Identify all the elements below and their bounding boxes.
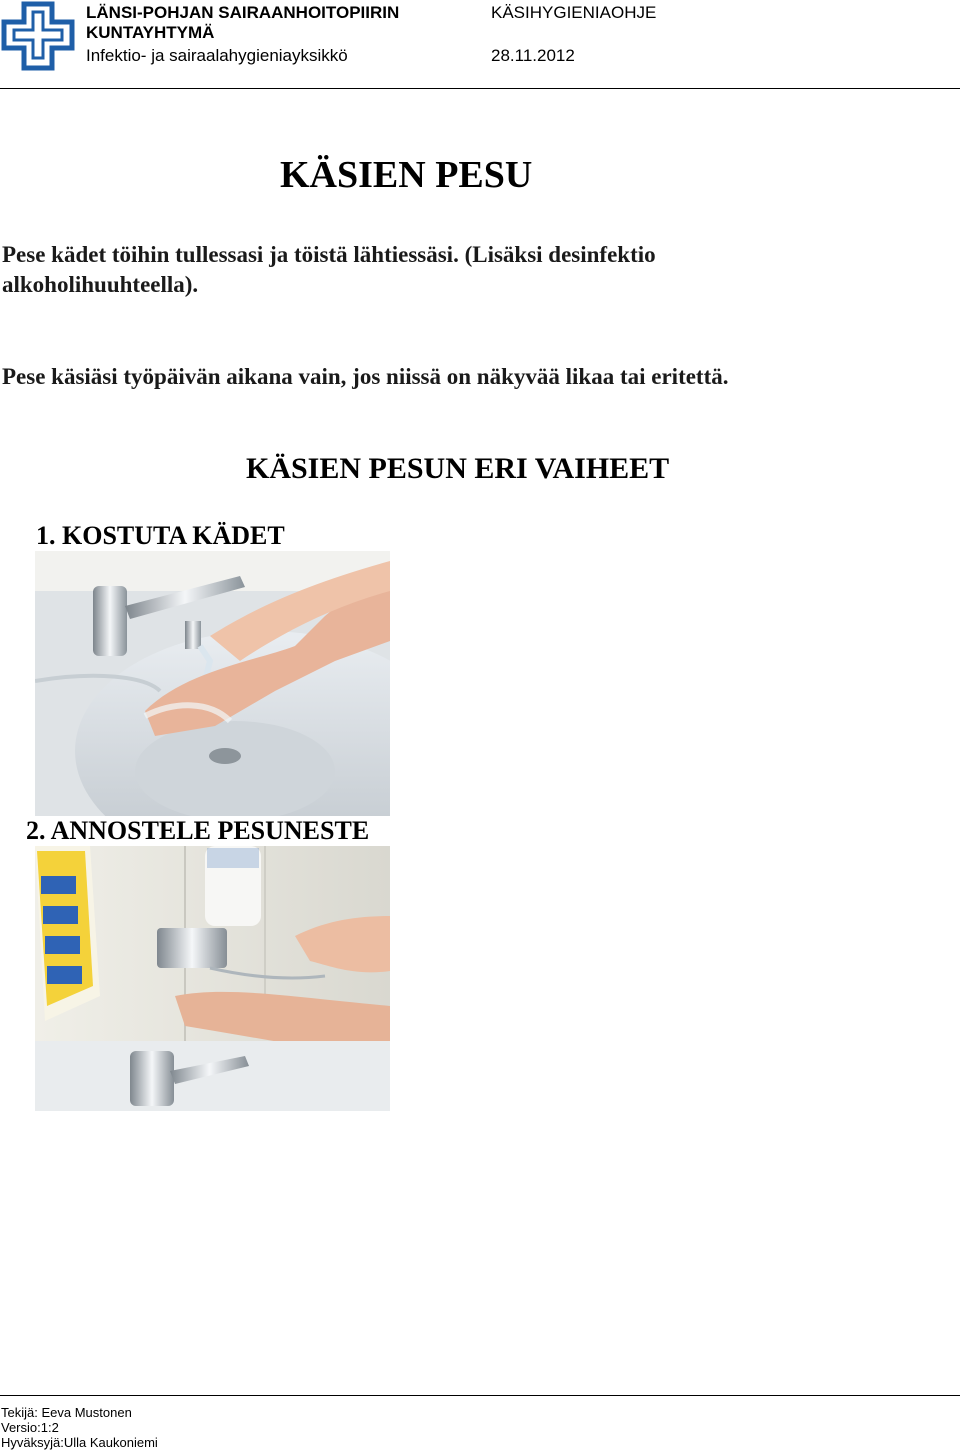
footer-divider — [0, 1395, 960, 1396]
organization-name: LÄNSI-POHJAN SAIRAANHOITOPIIRIN — [86, 3, 400, 22]
document-author: Tekijä: Eeva Mustonen — [1, 1405, 132, 1420]
document-type: KÄSIHYGIENIAOHJE — [491, 3, 657, 22]
step-1-label: 1. KOSTUTA KÄDET — [36, 521, 285, 550]
step-2-photo — [35, 846, 390, 1111]
document-approver: Hyväksyjä:Ulla Kaukoniemi — [1, 1435, 158, 1450]
steps-heading: KÄSIEN PESUN ERI VAIHEET — [246, 452, 670, 485]
unit-name: Infektio- ja sairaalahygieniayksikkö — [86, 46, 348, 65]
page-title: KÄSIEN PESU — [280, 154, 533, 196]
step-2-label: 2. ANNOSTELE PESUNESTE — [26, 816, 370, 845]
instruction-paragraph-1: Pese kädet töihin tullessasi ja töistä lähtiessäsi. (Lisäksi desinfektio alkoholihuuhteella). — [2, 242, 656, 297]
document-version: Versio:1:2 — [1, 1420, 59, 1435]
instruction-paragraph-2: Pese käsiäsi työpäivän aikana vain, jos niissä on näkyvää likaa tai eritettä. — [2, 364, 729, 389]
cross-emblem-icon — [0, 0, 76, 72]
step-1-photo — [35, 551, 390, 816]
header-divider — [0, 88, 960, 89]
organization-name-line2: KUNTAYHTYMÄ — [86, 23, 215, 42]
document-date: 28.11.2012 — [491, 46, 575, 65]
